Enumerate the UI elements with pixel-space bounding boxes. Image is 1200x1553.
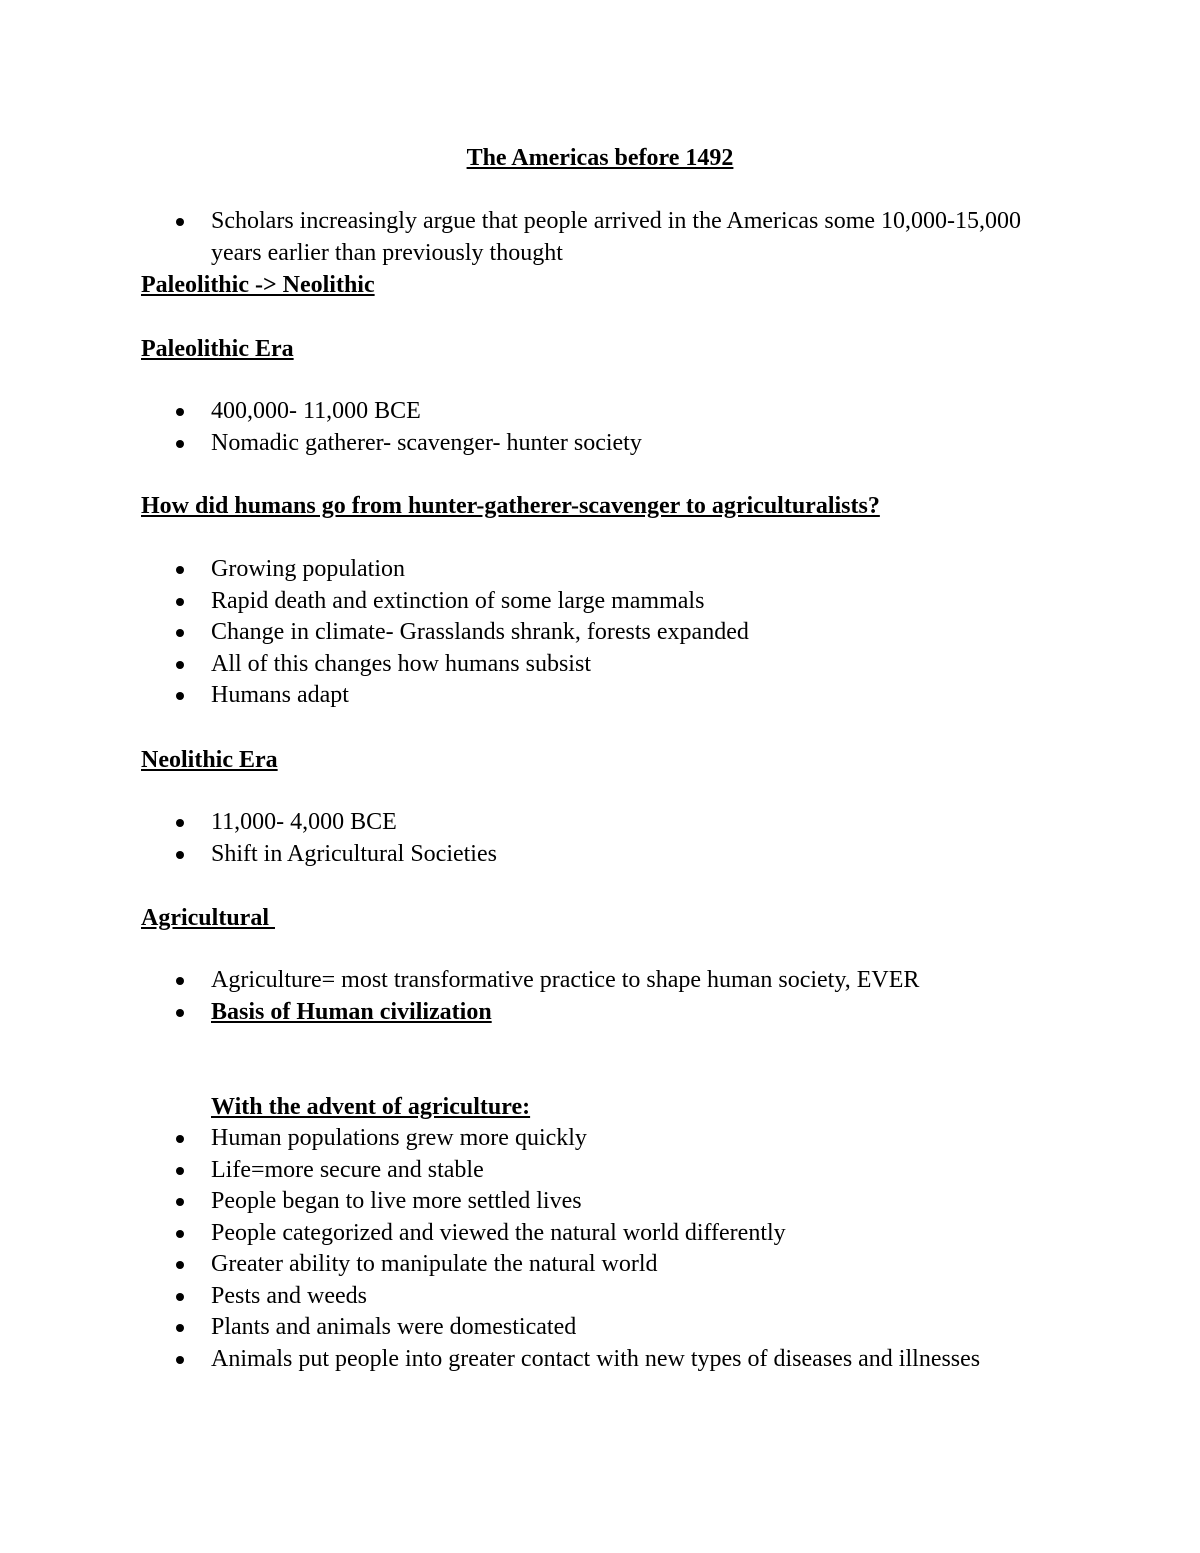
bullet-icon (176, 1135, 184, 1143)
list-item: People categorized and viewed the natural world differently (0, 1218, 1041, 1250)
list-item: Shift in Agricultural Societies (0, 839, 1041, 871)
list-item: Agriculture= most transformative practice to shape human society, EVER (0, 965, 1041, 997)
list-item: Greater ability to manipulate the natural world (0, 1249, 1041, 1281)
list-item: Nomadic gatherer- scavenger- hunter society (0, 428, 1041, 460)
transition-heading: Paleolithic -> Neolithic (141, 272, 375, 298)
advent-bullet-list (0, 1123, 1041, 1375)
bullet-icon (176, 1293, 184, 1301)
bullet-icon (176, 566, 184, 574)
paleolithic-bullet-list (0, 396, 1041, 459)
document-title: The Americas before 1492 (466, 145, 734, 171)
bullet-icon (176, 1009, 184, 1017)
question-heading: How did humans go from hunter-gatherer-scavenger to agriculturalists? (141, 493, 880, 519)
bullet-icon (176, 1324, 184, 1332)
list-item: Scholars increasingly argue that people arrived in the Americas some 10,000-15,000 years earlier than previously thought (0, 206, 1041, 269)
bullet-icon (176, 851, 184, 859)
advent-subheading: With the advent of agriculture: (211, 1094, 531, 1120)
list-item: Human populations grew more quickly (0, 1123, 1041, 1155)
agricultural-heading: Agricultural (141, 905, 275, 931)
list-item: Pests and weeds (0, 1281, 1041, 1313)
bullet-icon (176, 1198, 184, 1206)
bullet-icon (176, 629, 184, 637)
bullet-icon (176, 218, 184, 226)
list-item: Life=more secure and stable (0, 1155, 1041, 1187)
bullet-icon (176, 1356, 184, 1364)
bullet-icon (176, 1230, 184, 1238)
list-item: Basis of Human civilization (0, 997, 1041, 1029)
list-item: 11,000- 4,000 BCE (0, 807, 1041, 839)
bullet-icon (176, 819, 184, 827)
bullet-icon (176, 1167, 184, 1175)
list-item: 400,000- 11,000 BCE (0, 396, 1041, 428)
neolithic-heading: Neolithic Era (141, 747, 278, 773)
bullet-icon (176, 408, 184, 416)
bullet-icon (176, 1261, 184, 1269)
list-item: Animals put people into greater contact with new types of diseases and illnesses (0, 1344, 1041, 1376)
list-item: Change in climate- Grasslands shrank, forests expanded (0, 617, 1041, 649)
list-item: Humans adapt (0, 680, 1041, 712)
bullet-icon (176, 598, 184, 606)
agricultural-bullet-list (0, 965, 1041, 1028)
paleolithic-heading: Paleolithic Era (141, 336, 294, 362)
list-item: Rapid death and extinction of some large mammals (0, 586, 1041, 618)
intro-bullet-list (0, 206, 1041, 269)
list-item: People began to live more settled lives (0, 1186, 1041, 1218)
bullet-icon (176, 440, 184, 448)
list-item: Plants and animals were domesticated (0, 1312, 1041, 1344)
bullet-icon (176, 977, 184, 985)
list-item: Growing population (0, 554, 1041, 586)
bullet-icon (176, 692, 184, 700)
question-bullet-list (0, 554, 1041, 712)
neolithic-bullet-list (0, 807, 1041, 870)
bullet-icon (176, 661, 184, 669)
list-item: All of this changes how humans subsist (0, 649, 1041, 681)
